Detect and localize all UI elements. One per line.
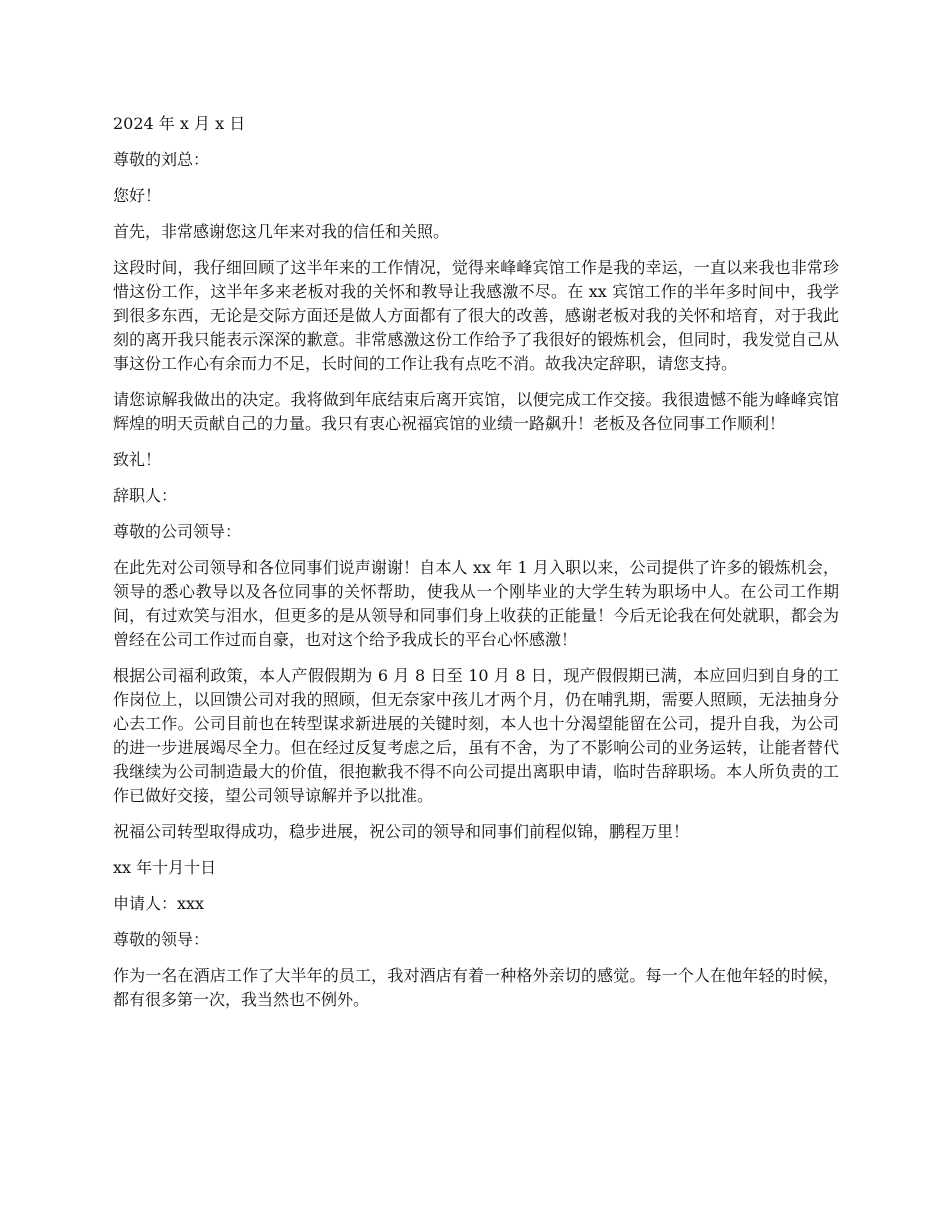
body-paragraph-hotel: 作为一名在酒店工作了大半年的员工，我对酒店有着一种格外亲切的感觉。每一个人在他年轻的时候，都有很多第一次，我当然也不例外。	[113, 966, 839, 1009]
salutation-liu: 尊敬的刘总：	[113, 150, 210, 169]
signature-date: xx 年十月十日	[113, 858, 217, 877]
body-paragraph-review: 这段时间，我仔细回顾了这半年来的工作情况，觉得来峰峰宾馆工作是我的幸运，一直以来我也非常珍惜这份工作，这半年多来老板对我的关怀和教导让我感激不尽。在 xx 宾馆工作的半年多时间中，我学到很多东西，无论是交际方面还是做人方面都有了很大的改善，感谢老板对我的关怀和培育，对于我此刻的离开我只能表示深深的歉意。非常感激这份工作给予了我很好的锻炼机会，但同时，我发觉自己从事这份工作心有余而力不足，长时间的工作让我有点吃不消。故我决定辞职，请您支持。	[113, 258, 839, 373]
body-paragraph-gratitude: 在此先对公司领导和各位同事们说声谢谢！自本人 xx 年 1 月入职以来，公司提供了许多的锻炼机会，领导的悉心教导以及各位同事的关怀帮助，使我从一个刚毕业的大学生转为职场中人。在公司工作期间，有过欢笑与泪水，但更多的是从领导和同事们身上收获的正能量！今后无论我在何处就职，都会为曾经在公司工作过而自豪，也对这个给予我成长的平台心怀感激！	[113, 558, 839, 649]
document-body	[113, 112, 839, 1024]
greeting: 您好！	[113, 186, 162, 205]
thanks-paragraph: 首先，非常感谢您这几年来对我的信任和关照。	[113, 222, 450, 241]
body-paragraph-maternity: 根据公司福利政策，本人产假假期为 6 月 8 日至 10 月 8 日，现产假假期已满，本应回归到自身的工作岗位上，以回馈公司对我的照顾，但无奈家中孩儿才两个月，仍在哺乳期，需要人照顾，无法抽身分心去工作。公司目前也在转型谋求新进展的关键时刻，本人也十分渴望能留在公司，提升自我，为公司的进一步进展竭尽全力。但在经过反复考虑之后，虽有不舍，为了不影响公司的业务运转，让能者替代我继续为公司制造最大的价值，很抱歉我不得不向公司提出离职申请，临时告辞职场。本人所负责的工作已做好交接，望公司领导谅解并予以批准。	[113, 666, 839, 805]
body-paragraph-understanding: 请您谅解我做出的决定。我将做到年底结束后离开宾馆，以便完成工作交接。我很遗憾不能为峰峰宾馆辉煌的明天贡献自己的力量。我只有衷心祝福宾馆的业绩一路飙升！老板及各位同事工作顺利！	[113, 390, 839, 433]
resigner-label: 辞职人：	[113, 486, 178, 505]
body-paragraph-wishes: 祝福公司转型取得成功，稳步进展，祝公司的领导和同事们前程似锦，鹏程万里！	[113, 822, 690, 841]
applicant-line: 申请人：xxx	[113, 894, 205, 913]
salutation-leader: 尊敬的领导：	[113, 930, 210, 949]
date-line: 2024 年 x 月 x 日	[113, 114, 246, 133]
closing-regards: 致礼！	[113, 450, 162, 469]
salutation-company: 尊敬的公司领导：	[113, 522, 242, 541]
